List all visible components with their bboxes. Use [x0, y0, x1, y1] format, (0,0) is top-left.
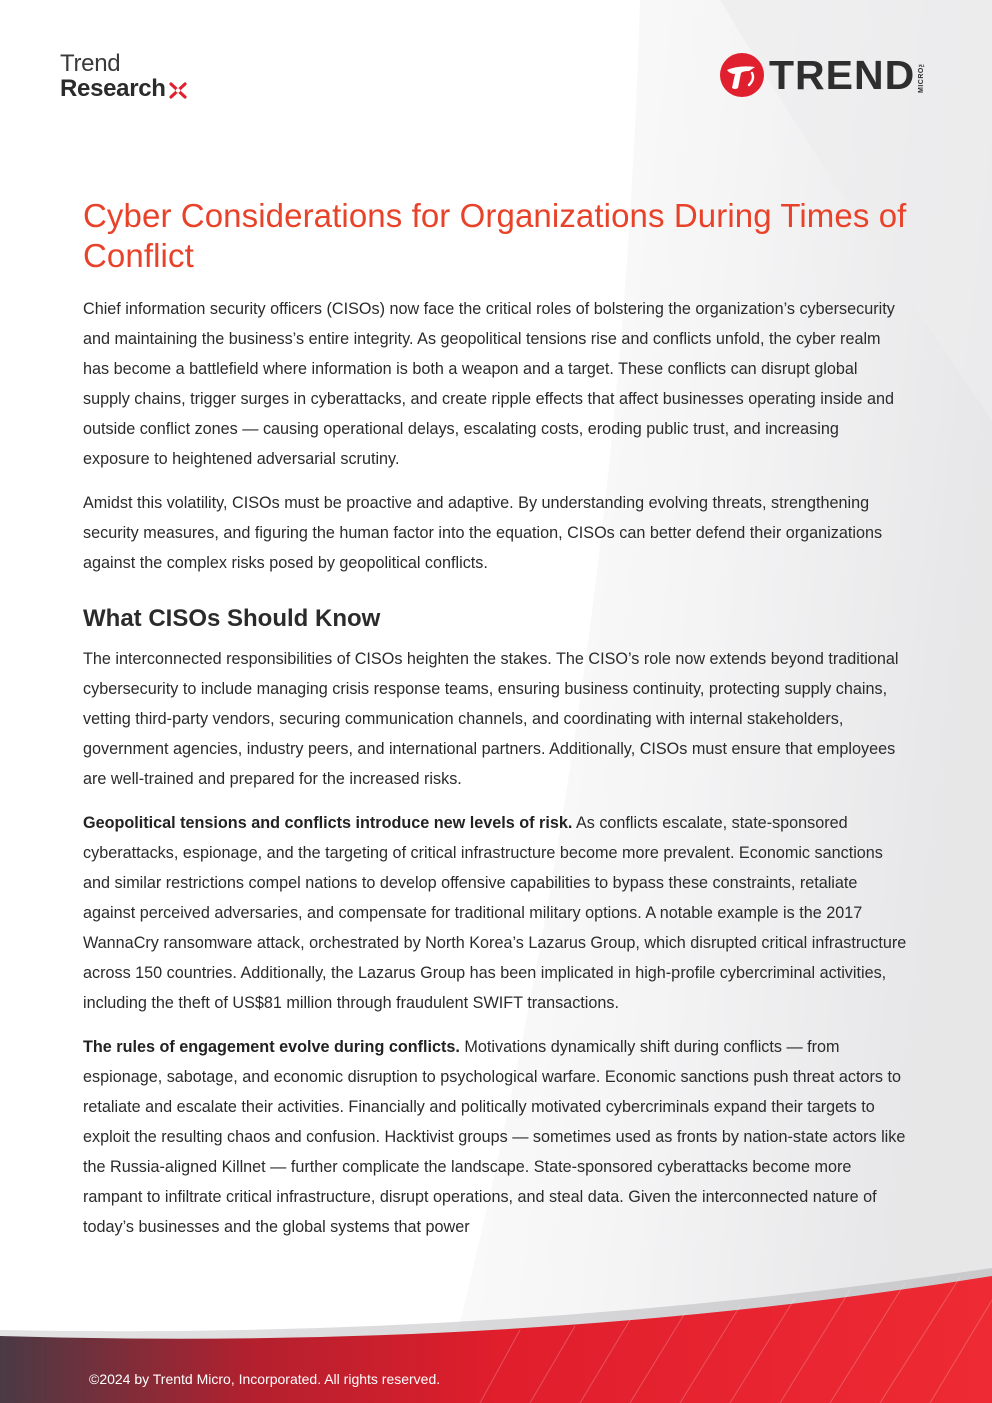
- risk-paragraph-lead: Geopolitical tensions and conflicts introduce new levels of risk.: [83, 814, 573, 832]
- rules-paragraph: [83, 1032, 908, 1242]
- trend-wordmark: TREND: [769, 52, 916, 98]
- rules-paragraph-lead: The rules of engagement evolve during conflicts.: [83, 1038, 460, 1056]
- document-body: [83, 196, 908, 1256]
- brand-left-line1: Trend: [60, 50, 121, 77]
- rules-paragraph-body: Motivations dynamically shift during conflicts — from espionage, sabotage, and economic disruption to psychological warfare. Economic sanctions push threat actors to retaliate and escalate their activities. Financially and politically motivated cybercriminals expand their targets to exploit the resulting chaos and confusion. Hacktivist groups — sometimes used as fronts by nation-state actors like the Russia-aligned Killnet — further complicate the landscape. State-sponsored cyberattacks become more rampant to infiltrate critical infrastructure, disrupt operations, and steal data. Given the interconnected nature of today’s businesses and the global systems that power: [83, 1038, 906, 1236]
- risk-paragraph: [83, 808, 908, 1018]
- risk-paragraph-body: As conflicts escalate, state-sponsored cyberattacks, espionage, and the targeting of critical infrastructure become more prevalent. Economic sanctions and similar restrictions compel nations to develop offensive capabilities to bypass these constraints, retaliate against perceived adversaries, and compensate for traditional military options. A notable example is the 2017 WannaCry ransomware attack, orchestrated by North Korea’s Lazarus Group, which disrupted critical infrastructure across 150 countries. Additionally, the Lazarus Group has been implicated in high-profile cybercriminal activities, including the theft of US$81 million through fraudulent SWIFT transactions.: [83, 814, 907, 1012]
- document-title: Cyber Considerations for Organizations During Times of Conflict: [83, 197, 907, 274]
- section-heading: What CISOs Should Know: [83, 605, 381, 632]
- research-x-icon: [168, 80, 188, 100]
- brand-left-line2: [60, 76, 188, 101]
- brand-left-line2-text: Research: [60, 75, 166, 102]
- section-paragraph: The interconnected responsibilities of CISOs heighten the stakes. The CISO’s role now extends beyond traditional cybersecurity to include managing crisis response teams, ensuring business continuity, protecting supply chains, vetting third-party vendors, securing communication channels, and coordinating with internal stakeholders, government agencies, industry peers, and international partners. Additionally, CISOs must ensure that employees are well-trained and prepared for the increased risks.: [83, 650, 899, 788]
- trend-micro-logo: [719, 51, 925, 99]
- intro-paragraph-2: Amidst this volatility, CISOs must be proactive and adaptive. By understanding evolving threats, strengthening security measures, and figuring the human factor into the equation, CISOs can better defend their organizations against the complex risks posed by geopolitical conflicts.: [83, 494, 883, 572]
- intro-paragraph-1: Chief information security officers (CISOs) now face the critical roles of bolstering the organization’s cybersecurity and maintaining the business’s entire integrity. As geopolitical tensions rise and conflicts unfold, the cyber realm has become a battlefield where information is both a weapon and a target. These conflicts can disrupt global supply chains, trigger surges in cyberattacks, and create ripple effects that affect businesses operating inside and outside conflict zones — causing operational delays, escalating costs, eroding public trust, and increasing exposure to heightened adversarial scrutiny.: [83, 300, 895, 468]
- trend-micro-ball-icon: [719, 52, 765, 98]
- trend-research-logo: [60, 51, 188, 101]
- micro-wordmark: MICRO™: [918, 59, 926, 93]
- footer-copyright: ©2024 by Trentd Micro, Incorporated. All rights reserved.: [89, 1371, 441, 1387]
